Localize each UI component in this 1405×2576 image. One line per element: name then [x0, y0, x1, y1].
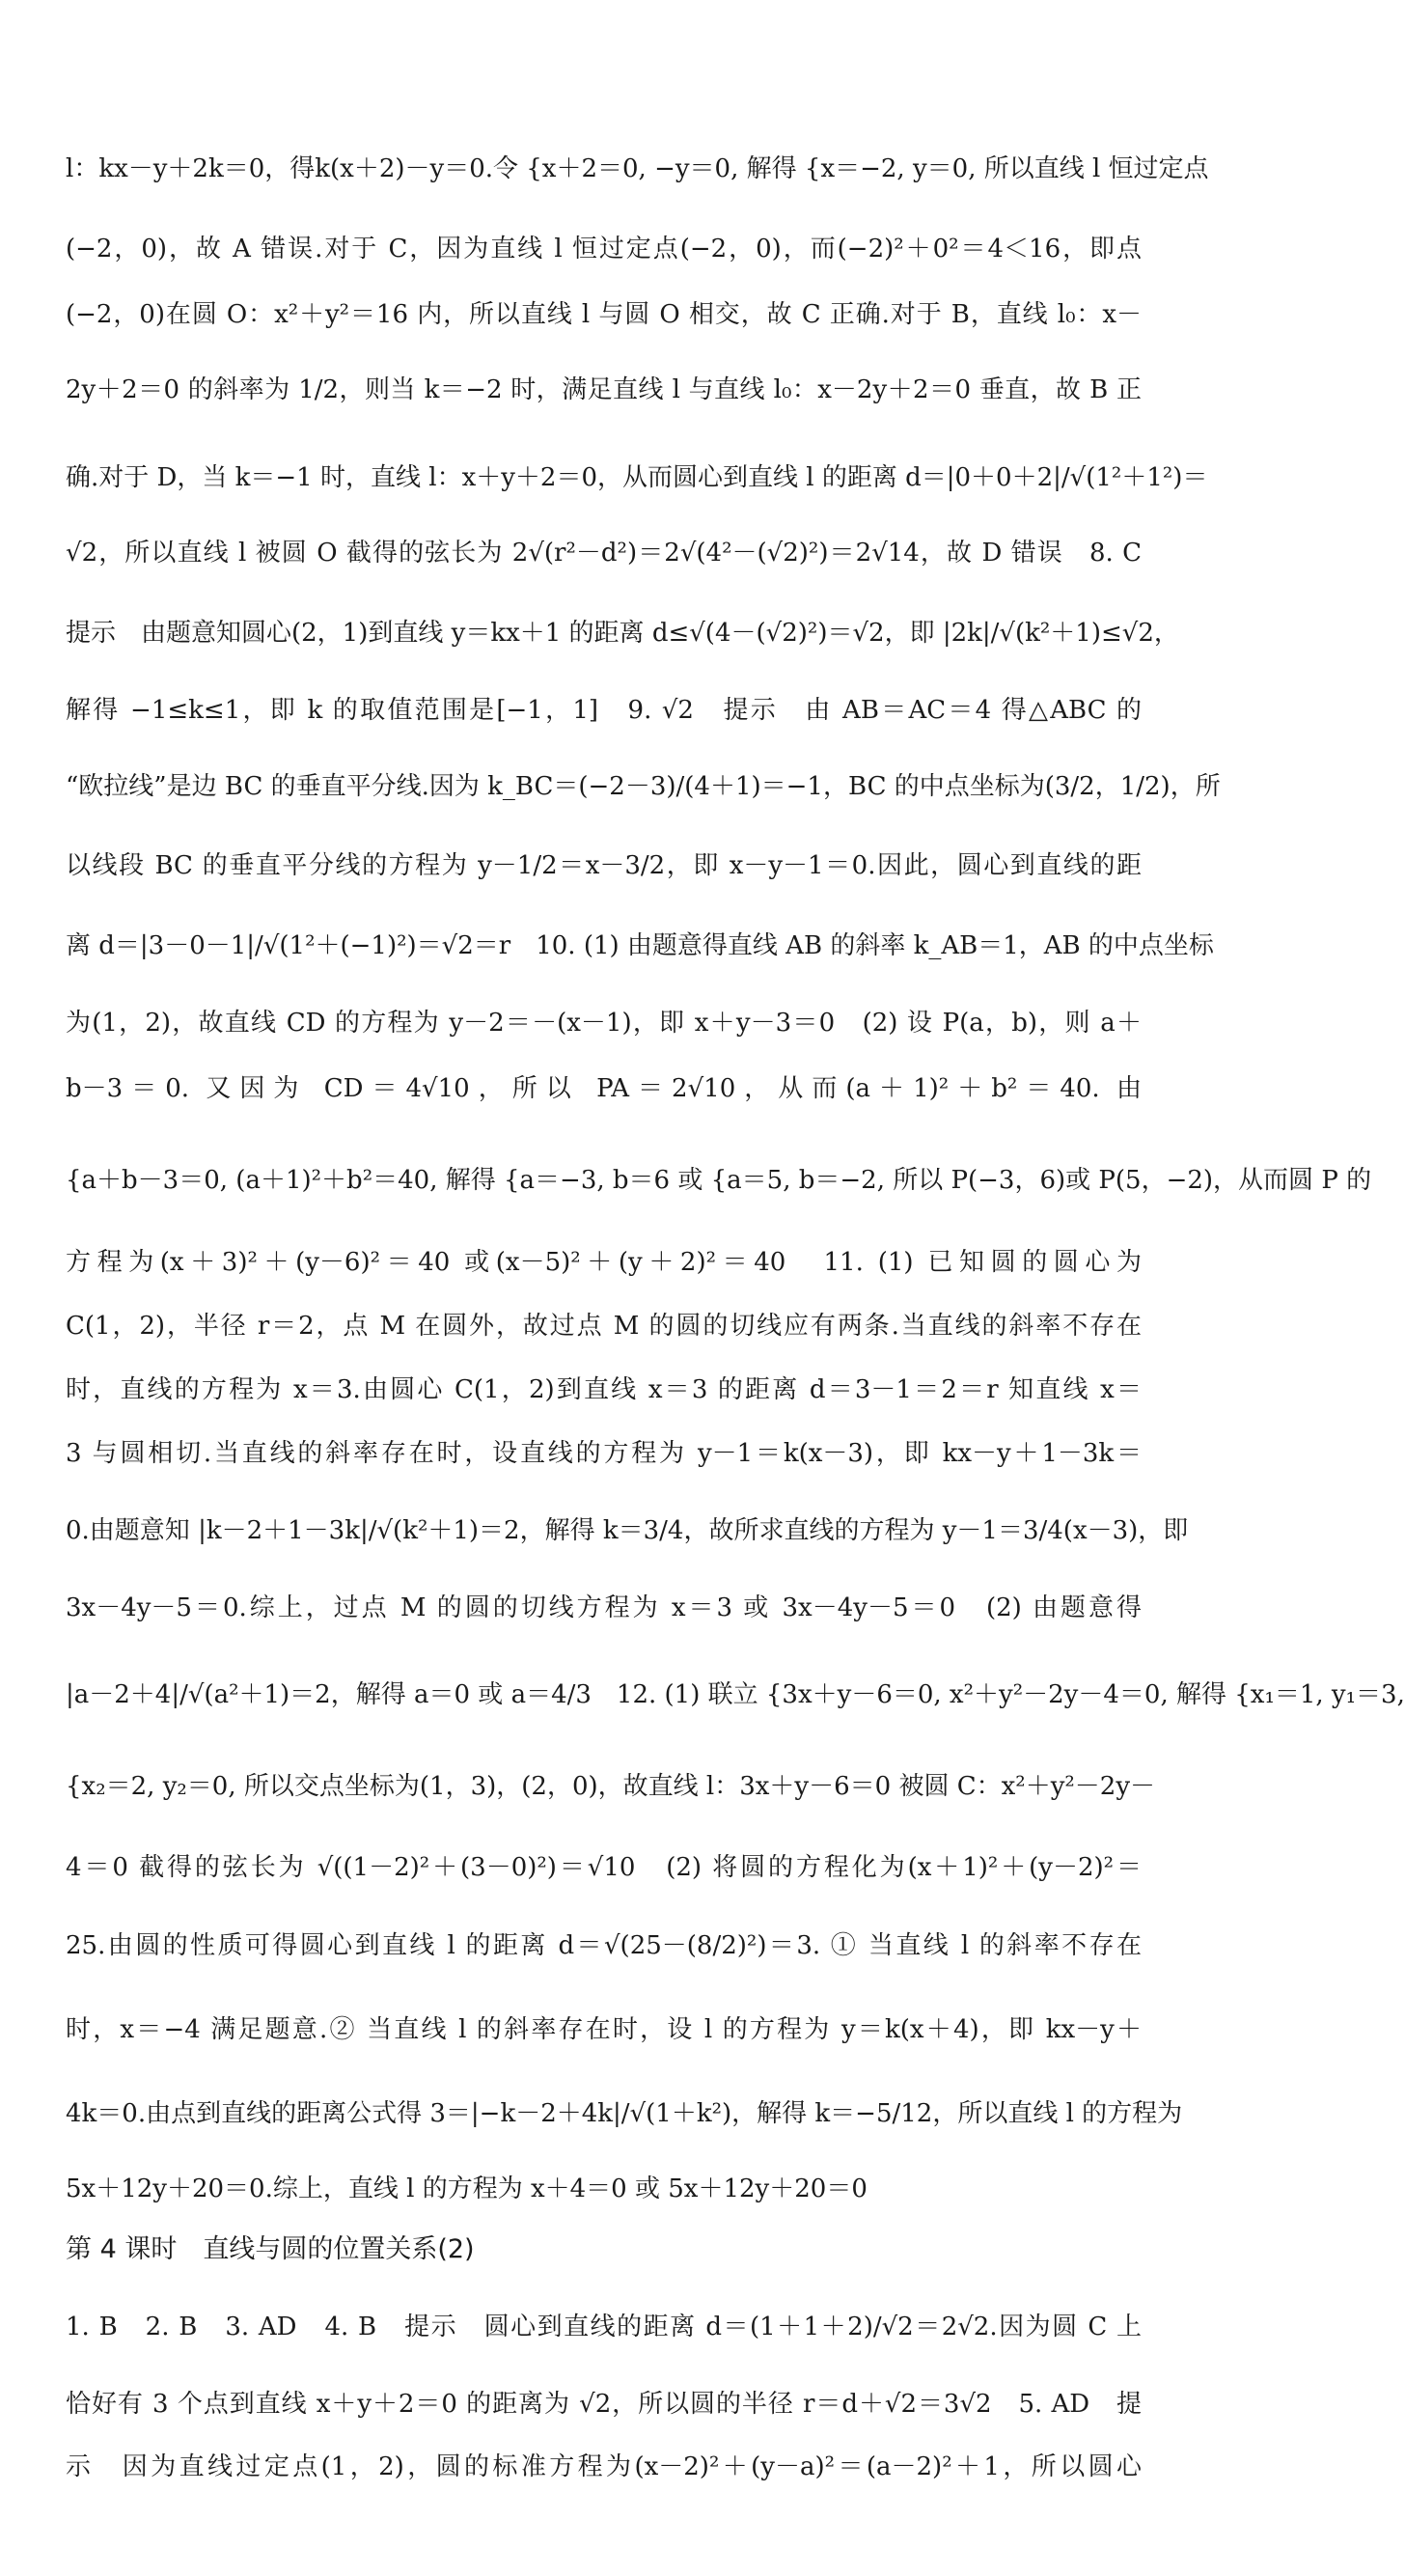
- text-line: “欧拉线”是边 BC 的垂直平分线.因为 k_BC＝(−2－3)/(4＋1)＝−1，BC 的中点坐标为(3/2，1/2)，所: [66, 772, 1221, 801]
- text-line: |a－2＋4|/√(a²＋1)＝2，解得 a＝0 或 a＝4/3 12. (1) 联立 {3x＋y－6＝0, x²＋y²－2y－4＝0, 解得 {x₁＝1, y₁＝3,: [66, 1680, 1405, 1709]
- text-line: 2y＋2＝0 的斜率为 1/2，则当 k＝−2 时，满足直线 l 与直线 l₀：x－2y＋2＝0 垂直，故 B 正: [66, 375, 1142, 404]
- text-line: 0.由题意知 |k－2＋1－3k|/√(k²＋1)＝2，解得 k＝3/4，故所求直线的方程为 y－1＝3/4(x－3)，即: [66, 1516, 1189, 1545]
- text-line: 确.对于 D，当 k＝−1 时，直线 l：x＋y＋2＝0，从而圆心到直线 l 的距离 d＝|0＋0＋2|/√(1²＋1²)＝: [66, 463, 1208, 492]
- text-line: 4k＝0.由点到直线的距离公式得 3＝|−k－2＋4k|/√(1＋k²)，解得 k＝−5/12，所以直线 l 的方程为: [66, 2099, 1183, 2128]
- text-line: (−2，0)在圆 O：x²＋y²＝16 内，所以直线 l 与圆 O 相交，故 C 正确.对于 B，直线 l₀：x－: [66, 300, 1142, 329]
- text-line: 解得 −1≤k≤1，即 k 的取值范围是[−1，1] 9. √2 提示 由 AB＝AC＝4 得△ABC 的: [66, 696, 1142, 725]
- text-line: 4＝0 截得的弦长为 √((1－2)²＋(3－0)²)＝√10 (2) 将圆的方程化为(x＋1)²＋(y－2)²＝: [66, 1853, 1142, 1882]
- text-line: {x₂＝2, y₂＝0, 所以交点坐标为(1，3)，(2，0)，故直线 l：3x＋y－6＝0 被圆 C：x²＋y²－2y－: [66, 1772, 1156, 1801]
- text-line: 1. B 2. B 3. AD 4. B 提示 圆心到直线的距离 d＝(1＋1＋2)/√2＝2√2.因为圆 C 上: [66, 2313, 1142, 2341]
- text-line: 为(1，2)，故直线 CD 的方程为 y－2＝－(x－1)，即 x＋y－3＝0 (2) 设 P(a，b)，则 a＋: [66, 1009, 1142, 1038]
- text-line: 以线段 BC 的垂直平分线的方程为 y－1/2＝x－3/2，即 x－y－1＝0.因此，圆心到直线的距: [66, 851, 1142, 880]
- text-line: 3 与圆相切.当直线的斜率存在时，设直线的方程为 y－1＝k(x－3)，即 kx－y＋1－3k＝: [66, 1439, 1142, 1468]
- text-line: b－3＝0. 又因为 CD＝4√10，所以 PA＝2√10，从而(a＋1)²＋b²＝40. 由: [66, 1074, 1142, 1103]
- section-heading: 第 4 课时 直线与圆的位置关系(2): [66, 2234, 475, 2264]
- text-line: 示 因为直线过定点(1，2)，圆的标准方程为(x－2)²＋(y－a)²＝(a－2)²＋1，所以圆心: [66, 2452, 1142, 2481]
- text-line: √2，所以直线 l 被圆 O 截得的弦长为 2√(r²－d²)＝2√(4²－(√2)²)＝2√14，故 D 错误 8. C: [66, 539, 1142, 568]
- text-line: 提示 由题意知圆心(2，1)到直线 y＝kx＋1 的距离 d≤√(4－(√2)²)＝√2，即 |2k|/√(k²＋1)≤√2，: [66, 619, 1179, 648]
- text-line: l：kx－y＋2k＝0，得k(x＋2)－y＝0.令 {x＋2＝0, −y＝0, 解得 {x＝−2, y＝0, 所以直线 l 恒过定点: [66, 154, 1209, 183]
- text-line: C(1，2)，半径 r＝2，点 M 在圆外，故过点 M 的圆的切线应有两条.当直线的斜率不存在: [66, 1312, 1142, 1341]
- text-line: 25.由圆的性质可得圆心到直线 l 的距离 d＝√(25－(8/2)²)＝3. ① 当直线 l 的斜率不存在: [66, 1931, 1142, 1960]
- text-line: {a＋b－3＝0, (a＋1)²＋b²＝40, 解得 {a＝−3, b＝6 或 {a＝5, b＝−2, 所以 P(−3，6)或 P(5，−2)，从而圆 P 的: [66, 1166, 1372, 1195]
- text-line: 离 d＝|3－0－1|/√(1²＋(−1)²)＝√2＝r 10. (1) 由题意得直线 AB 的斜率 k_AB＝1，AB 的中点坐标: [66, 931, 1214, 960]
- text-line: 方程为(x＋3)²＋(y－6)²＝40 或(x－5)²＋(y＋2)²＝40 11. (1) 已知圆的圆心为: [66, 1248, 1142, 1277]
- text-line: 时，直线的方程为 x＝3.由圆心 C(1，2)到直线 x＝3 的距离 d＝3－1＝2＝r 知直线 x＝: [66, 1375, 1142, 1404]
- text-line: 3x－4y－5＝0.综上，过点 M 的圆的切线方程为 x＝3 或 3x－4y－5＝0 (2) 由题意得: [66, 1593, 1142, 1622]
- text-line: 时，x＝−4 满足题意.② 当直线 l 的斜率存在时，设 l 的方程为 y＝k(x＋4)，即 kx－y＋: [66, 2015, 1142, 2044]
- text-line: (−2，0)，故 A 错误.对于 C，因为直线 l 恒过定点(−2，0)，而(−2)²＋0²＝4＜16，即点: [66, 235, 1142, 263]
- text-line: 5x＋12y＋20＝0.综上，直线 l 的方程为 x＋4＝0 或 5x＋12y＋20＝0: [66, 2174, 868, 2203]
- text-line: 恰好有 3 个点到直线 x＋y＋2＝0 的距离为 √2，所以圆的半径 r＝d＋√2＝3√2 5. AD 提: [66, 2390, 1142, 2419]
